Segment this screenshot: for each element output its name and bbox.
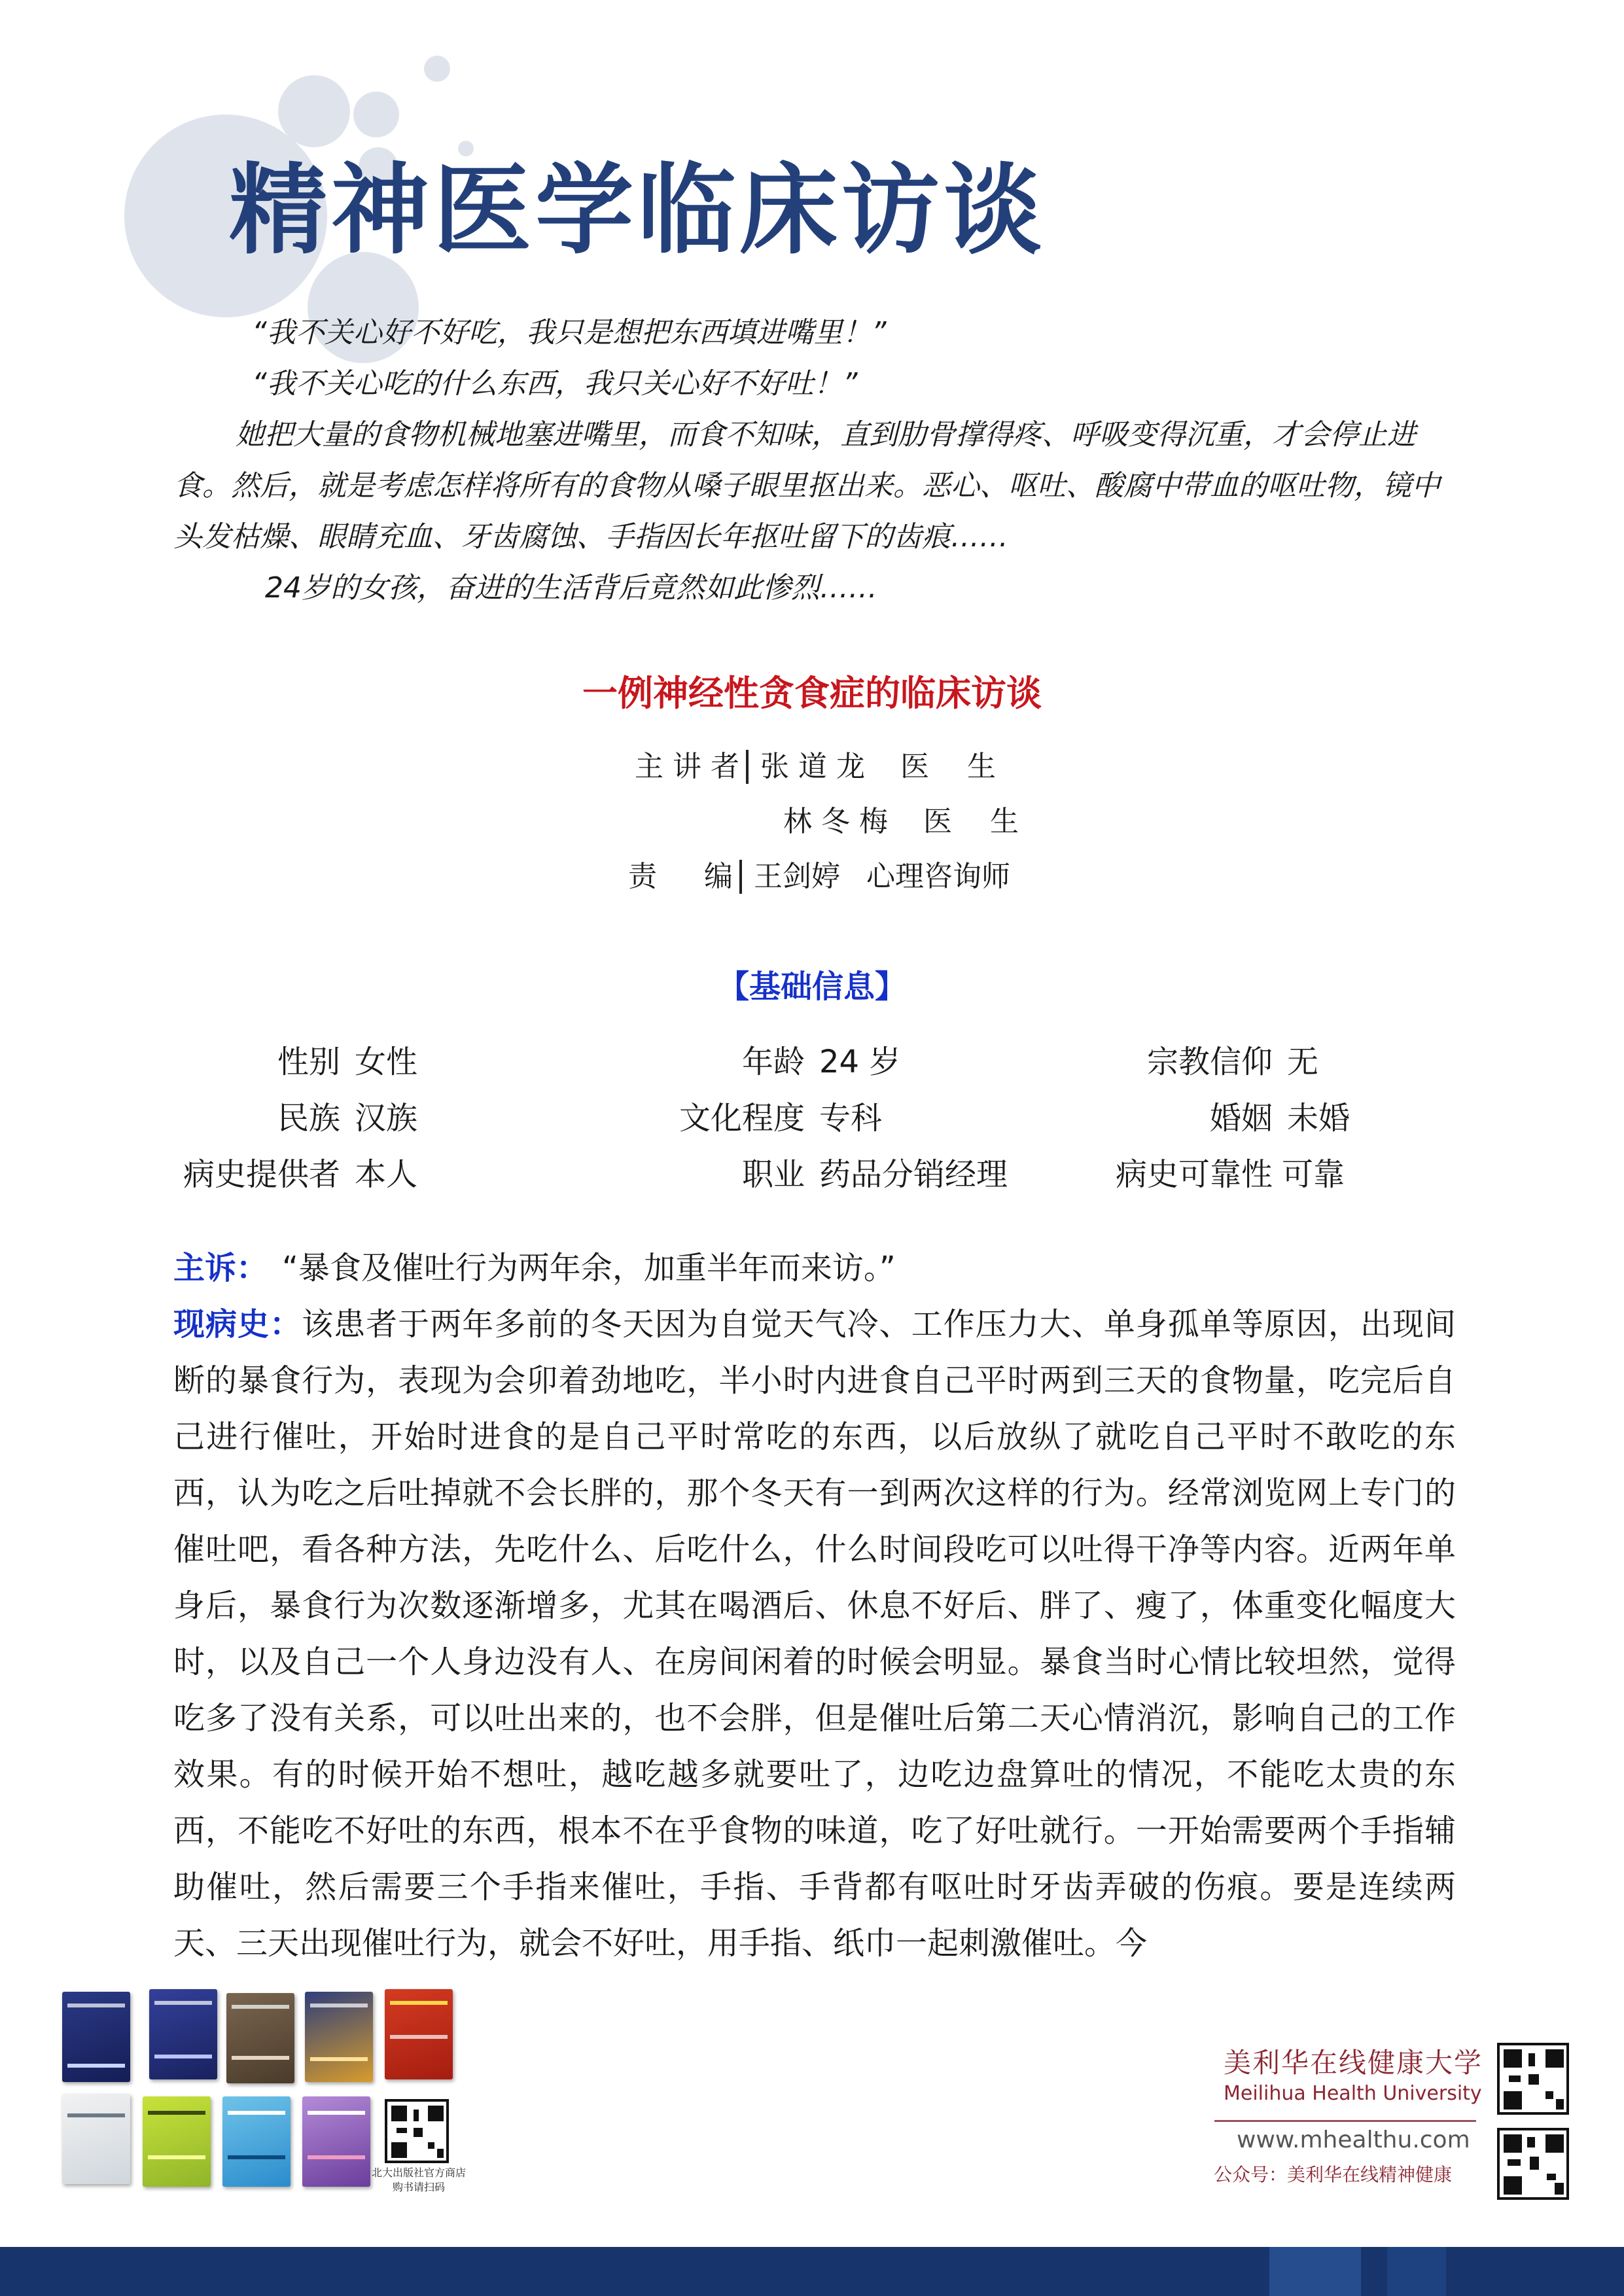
info-gender xyxy=(173,1034,417,1090)
public-account-text: 公众号：美利华在线精神健康 xyxy=(1214,2164,1453,2185)
info-label: 宗教信仰 xyxy=(1146,1044,1273,1080)
speaker-1-title: 医 生 xyxy=(900,750,996,783)
qr-code-icon[interactable] xyxy=(1497,2128,1569,2200)
info-label: 病史提供者 xyxy=(183,1156,340,1193)
info-marriage xyxy=(1106,1090,1350,1146)
info-label: 职业 xyxy=(741,1156,805,1193)
present-illness-label: 现病史： xyxy=(173,1306,302,1343)
info-label: 婚姻 xyxy=(1209,1100,1273,1137)
info-label: 病史可靠性 xyxy=(1115,1156,1273,1193)
qr-caption-line-2: 购书请扫码 xyxy=(392,2181,445,2193)
info-religion xyxy=(1106,1034,1318,1090)
university-name-cn: 美利华在线健康大学 xyxy=(1224,2047,1483,2079)
qr-code-icon[interactable] xyxy=(1497,2043,1569,2115)
editor-title: 心理咨询师 xyxy=(866,860,1010,893)
info-value: 未婚 xyxy=(1287,1100,1350,1137)
footer-divider xyxy=(1214,2120,1476,2122)
book-cover xyxy=(222,2096,291,2187)
info-informant xyxy=(173,1146,417,1203)
book-cover xyxy=(143,2096,211,2187)
qr-code-icon[interactable] xyxy=(385,2099,449,2163)
chief-complaint-text: “暴食及催吐行为两年余，加重半年而来访。” xyxy=(282,1250,896,1286)
info-value: 24 岁 xyxy=(819,1044,901,1080)
decor-bubble-medium xyxy=(278,75,350,147)
editor-name: 王剑婷 xyxy=(754,860,840,893)
book-cover xyxy=(302,2096,370,2187)
website-link[interactable]: www.mhealthu.com xyxy=(1237,2127,1470,2153)
info-label: 性别 xyxy=(277,1044,340,1080)
present-illness xyxy=(173,1296,1456,1971)
info-value: 女性 xyxy=(355,1044,418,1080)
intro-quote-2: “我不关心吃的什么东西，我只关心好不好吐！” xyxy=(252,367,858,400)
info-value: 无 xyxy=(1287,1044,1319,1080)
university-name-en: Meilihua Health University xyxy=(1224,2082,1482,2105)
intro-quote-1: “我不关心好不好吃，我只是想把东西填进嘴里！” xyxy=(252,316,887,349)
info-value: 专科 xyxy=(819,1100,883,1137)
info-education xyxy=(654,1090,882,1146)
interview-subtitle: 一例神经性贪食症的临床访谈 xyxy=(582,673,1042,714)
book-cover xyxy=(149,1989,217,2079)
book-cover xyxy=(62,1992,130,2082)
decor-bubble-small xyxy=(424,56,450,82)
page-title: 精神医学临床访谈 xyxy=(229,154,1046,268)
credit-divider xyxy=(746,750,749,784)
info-value: 汉族 xyxy=(355,1100,418,1137)
book-cover xyxy=(226,1993,294,2083)
book-cover xyxy=(62,2094,130,2184)
footer-bar xyxy=(0,2247,1624,2296)
decor-bubble-small xyxy=(353,92,399,137)
speaker-label: 主讲者 xyxy=(635,750,739,783)
info-occupation xyxy=(654,1146,1008,1203)
info-reliability xyxy=(1106,1146,1345,1203)
info-label: 年龄 xyxy=(741,1044,805,1080)
editor-label: 责 编 xyxy=(628,860,733,893)
intro-paragraph: 她把大量的食物机械地塞进嘴里，而食不知味，直到肋骨撑得疼、呼吸变得沉重，才会停止进食。然后，就是考虑怎样将所有的食物从嗓子眼里抠出来。恶心、呕吐、酸腐中带血的呕吐物，镜中头发枯燥、眼睛充血、牙齿腐蚀、手指因长年抠吐留下的齿痕…… xyxy=(173,418,1440,554)
info-label: 文化程度 xyxy=(679,1100,805,1137)
info-label: 民族 xyxy=(277,1100,340,1137)
credit-row-editor xyxy=(628,849,1019,904)
credit-row-speaker xyxy=(635,739,1019,794)
chief-complaint-label: 主诉： xyxy=(173,1250,268,1286)
info-value: 本人 xyxy=(355,1156,418,1193)
case-body xyxy=(173,1240,1456,1971)
info-value: 药品分销经理 xyxy=(819,1156,1008,1193)
speaker-2-name: 林冬梅 xyxy=(783,805,897,838)
chief-complaint xyxy=(173,1240,1456,1296)
qr-caption-line-1: 北大出版社官方商店 xyxy=(371,2166,466,2179)
book-cover xyxy=(305,1992,373,2082)
basic-info-heading: 【基础信息】 xyxy=(717,968,906,1005)
credit-row-speaker-2 xyxy=(635,794,1019,849)
speaker-1-name: 张道龙 xyxy=(760,750,874,783)
present-illness-text: 该患者于两年多前的冬天因为自觉天气冷、工作压力大、单身孤单等原因，出现间断的暴食行为，表现为会卯着劲地吃，半小时内进食自己平时两到三天的食物量，吃完后自己进行催吐，开始时进食的是自己平时常吃的东西，以后放纵了就吃自己平时不敢吃的东西，认为吃之后吐掉就不会长胖的，那个冬天有一到两次这样的行为。经常浏览网上专门的催吐吧，看各种方法，先吃什么、后吃什么，什么时间段吃可以吐得干净等内容。近两年单身后，暴食行为次数逐渐增多，尤其在喝酒后、休息不好后、胖了、瘦了，体重变化幅度大时，以及自己一个人身边没有人、在房间闲着的时候会明显。暴食当时心情比较坦然，觉得吃多了没有关系，可以吐出来的，也不会胖，但是催吐后第二天心情消沉，影响自己的工作效果。有的时候开始不想吐，越吃越多就要吐了，边吃边盘算吐的情况，不能吃太贵的东西，不能吃不好吐的东西，根本不在乎食物的味道，吃了好吐就行。一开始需要两个手指辅助催吐，然后需要三个手指来催吐，手指、手背都有呕吐时牙齿弄破的伤痕。要是连续两天、三天出现催吐行为，就会不好吐，用手指、纸巾一起刺激催吐。今 xyxy=(173,1306,1456,1962)
qr-caption xyxy=(366,2166,471,2195)
intro-section xyxy=(173,308,1456,614)
info-value: 可靠 xyxy=(1282,1156,1345,1193)
credit-divider xyxy=(739,860,742,894)
intro-closing: 24岁的女孩，奋进的生活背后竟然如此惨烈…… xyxy=(265,571,877,605)
credits-block xyxy=(628,739,1019,904)
info-ethnicity xyxy=(173,1090,417,1146)
info-age xyxy=(654,1034,900,1090)
book-cover xyxy=(385,1989,453,2079)
speaker-2-title: 医 生 xyxy=(923,805,1019,838)
